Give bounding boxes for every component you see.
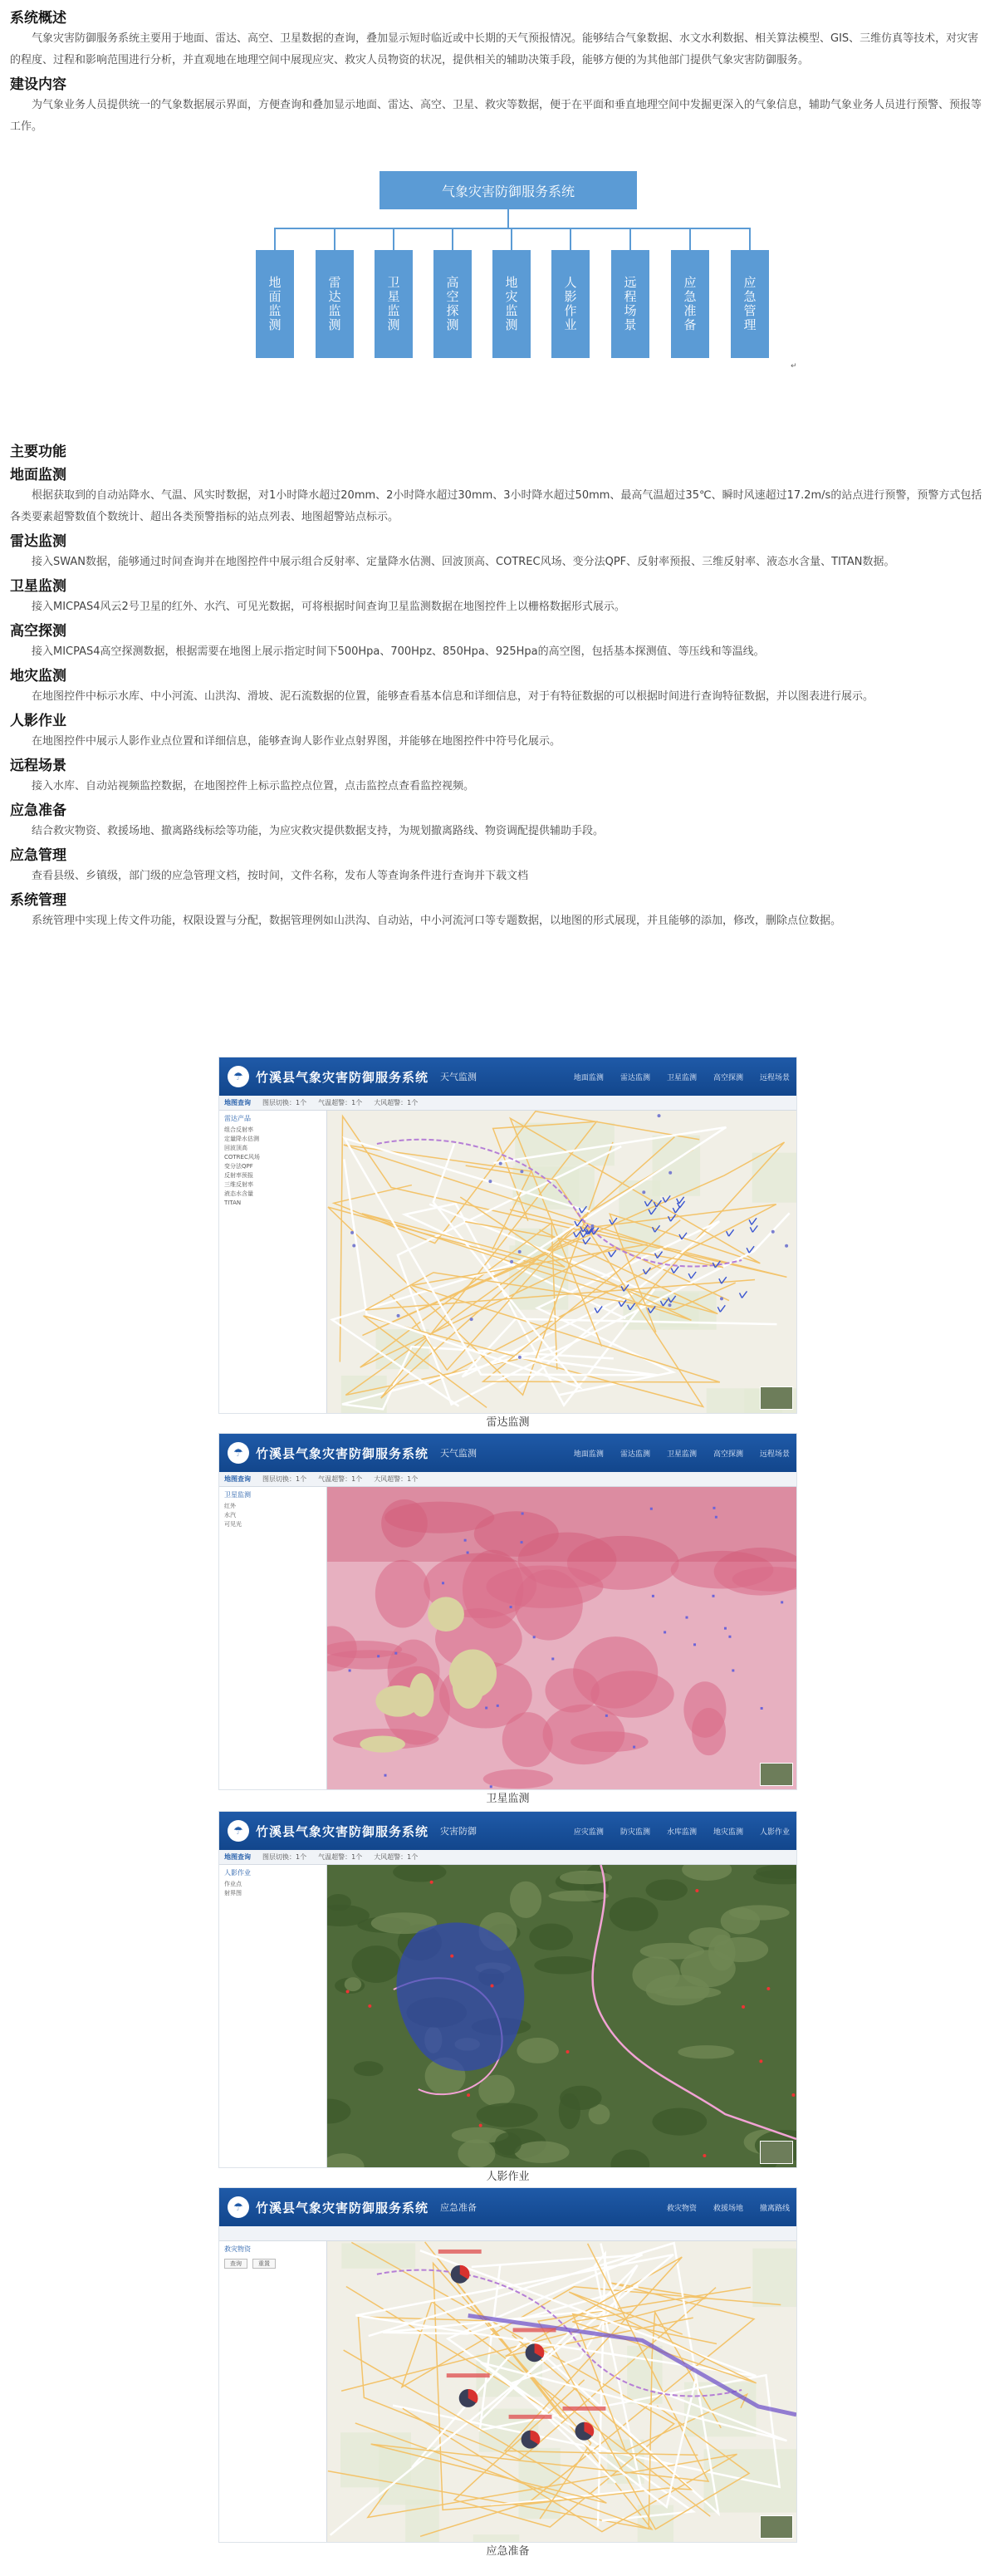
terrain-patch	[515, 2141, 570, 2162]
panel-option[interactable]: 定量降水估测	[224, 1136, 259, 1142]
section-title-construction: 建设内容	[10, 76, 66, 93]
diagram-node: 人影作业	[551, 250, 590, 358]
operation-point	[695, 1889, 698, 1892]
toolbar-item[interactable]: 大风超警：1个	[374, 1475, 419, 1483]
panel-option[interactable]: 可见光	[224, 1521, 242, 1528]
toolbar-item[interactable]: 气温超警：1个	[318, 1853, 363, 1861]
toolbar	[219, 1472, 796, 1487]
screenshot-figure	[218, 1057, 797, 1432]
diagram-node: 雷达监测	[316, 250, 354, 358]
function-title: 系统管理	[10, 892, 66, 909]
screenshot-frame	[218, 2187, 797, 2543]
toolbar	[219, 1096, 796, 1111]
map-view[interactable]	[327, 1865, 796, 2167]
cloud-band	[483, 1769, 553, 1788]
side-panel	[219, 2241, 327, 2542]
station-marker	[642, 1190, 645, 1194]
nav-item[interactable]: 高空探测	[713, 1073, 743, 1082]
diagram-connector	[570, 228, 571, 250]
toolbar-item[interactable]: 大风超警：1个	[374, 1099, 419, 1106]
app-header	[219, 1812, 796, 1850]
toolbar-item[interactable]: 地图查询	[224, 1475, 251, 1483]
cloud-core	[453, 1661, 484, 1709]
panel-title: 雷达产品	[224, 1115, 251, 1122]
panel-option[interactable]: 回波顶高	[224, 1145, 247, 1151]
map-view[interactable]	[327, 2241, 796, 2542]
screenshot-frame	[218, 1433, 797, 1790]
side-panel	[219, 1487, 327, 1789]
function-text: 根据获取到的自动站降水、气温、风实时数据，对1小时降水超过20mm、2小时降水超过30mm、3小时降水超过50mm、最高气温超过35℃、瞬时风速超过17.2m/s的站点进行预警，预警方式包括各类要素超警数值个数统计、超出各类预警指标的站点列表、地图超警站点标示。	[10, 489, 982, 523]
system-name: 竹溪县气象灾害防御服务系统	[256, 1069, 429, 1085]
nav-item[interactable]: 救灾物资	[666, 2204, 697, 2213]
basemap-switch-thumbnail[interactable]	[760, 1386, 793, 1410]
station-marker	[713, 1595, 715, 1597]
diagram-connector	[689, 228, 691, 250]
station-marker	[349, 1670, 351, 1672]
function-text: 接入SWAN数据，能够通过时间查询并在地图控件中展示组合反射率、定量降水估测、回波顶高、COTREC风场、变分法QPF、反射率预报、三维反射率、液态水含量、TITAN数据。	[32, 556, 895, 568]
station-marker	[352, 1244, 355, 1247]
panel-title: 救灾物资	[224, 2245, 251, 2253]
diagram-node: 卫星监测	[375, 250, 413, 358]
panel-option[interactable]: 三维反射率	[224, 1181, 253, 1188]
toolbar	[219, 1850, 796, 1865]
operation-point	[450, 1955, 453, 1958]
station-marker	[518, 1356, 522, 1359]
screenshot-figure	[218, 1433, 797, 1808]
module-name: 灾害防御	[440, 1826, 477, 1837]
station-marker	[732, 1669, 734, 1671]
function-text: 接入MICPAS4高空探测数据，根据需要在地图上展示指定时间下500Hpa、700Hpz、850Hpa、925Hpa的高空图，包括基本探测值、等压线和等温线。	[32, 645, 765, 658]
app-header	[219, 1434, 796, 1472]
station-marker	[442, 1582, 444, 1584]
station-marker	[771, 1230, 775, 1234]
system-structure-diagram	[0, 138, 999, 412]
operation-point	[467, 2093, 470, 2097]
station-marker	[470, 1317, 473, 1321]
diagram-connector	[452, 228, 453, 250]
screenshot-frame	[218, 1057, 797, 1414]
station-marker	[668, 1171, 672, 1175]
station-marker	[533, 1636, 536, 1638]
panel-option[interactable]: 射界图	[224, 1890, 242, 1896]
pie-chart-label-bar	[509, 2415, 552, 2419]
station-marker	[633, 1746, 635, 1749]
station-marker	[520, 1170, 523, 1173]
station-marker	[467, 1552, 469, 1554]
top-nav	[557, 1812, 790, 1850]
toolbar-item[interactable]: 地图查询	[224, 1099, 251, 1106]
terrain-patch	[354, 2061, 384, 2076]
basemap-switch-thumbnail[interactable]	[760, 2515, 793, 2539]
panel-title: 卫星监测	[224, 1491, 251, 1499]
cloud-band	[375, 1560, 430, 1628]
panel-option[interactable]: COTREC风场	[224, 1154, 260, 1160]
system-name: 竹溪县气象灾害防御服务系统	[256, 2200, 429, 2215]
station-marker	[728, 1636, 731, 1638]
station-marker	[668, 1303, 671, 1307]
nav-item[interactable]: 雷达监测	[619, 1450, 650, 1459]
toolbar-item[interactable]: 地图查询	[224, 1853, 251, 1861]
diagram-node: 应急管理	[731, 250, 769, 358]
nav-item[interactable]: 远程场景	[759, 1073, 790, 1082]
top-nav	[557, 1434, 790, 1472]
station-marker	[761, 1707, 763, 1710]
operation-point	[368, 2004, 371, 2008]
toolbar	[219, 2226, 796, 2241]
screenshot-figure	[218, 1811, 797, 2186]
basemap-switch-thumbnail[interactable]	[760, 2141, 793, 2164]
diagram-node: 应急准备	[671, 250, 709, 358]
operation-point	[346, 1990, 350, 1993]
screenshot-caption: 人影作业	[486, 2171, 530, 2183]
map-canvas[interactable]	[327, 1865, 796, 2167]
diagram-node: 地灾监测	[492, 250, 531, 358]
terrain-patch	[646, 1879, 688, 1901]
operation-point	[479, 2124, 482, 2127]
nav-item[interactable]: 地面监测	[573, 1450, 604, 1459]
operation-point	[566, 2050, 569, 2053]
diagram-connector	[393, 228, 394, 250]
station-marker	[510, 1606, 512, 1608]
station-marker	[720, 1297, 723, 1300]
station-marker	[497, 1705, 499, 1707]
station-marker	[464, 1539, 467, 1542]
panel-button[interactable]: 重置	[252, 2259, 276, 2269]
cloud-band	[543, 1705, 625, 1764]
app-header	[219, 1057, 796, 1096]
station-marker	[713, 1507, 715, 1509]
operation-point	[703, 2154, 706, 2157]
station-marker	[590, 1224, 594, 1228]
function-title: 应急管理	[10, 847, 66, 864]
functions-list	[10, 465, 989, 932]
terrain-patch	[495, 2132, 522, 2155]
side-panel	[219, 1865, 327, 2167]
station-marker	[685, 1617, 688, 1619]
top-nav	[557, 1057, 790, 1096]
nav-item[interactable]: 应灾监测	[573, 1828, 604, 1837]
diagram-connector	[334, 228, 335, 250]
operation-point	[742, 2005, 745, 2009]
station-marker	[650, 1508, 653, 1510]
nav-item[interactable]: 防灾监测	[619, 1828, 650, 1837]
diagram-connector	[511, 228, 512, 250]
section-text-overview: 气象灾害防御服务系统主要用于地面、雷达、高空、卫星数据的查询，叠加显示短时临近或中长期的天气预报情况。能够结合气象数据、水文水利数据、相关算法模型、GIS、三维仿真等技术，对灾害的程度、过程和影响范围进行分析，并直观地在地理空间中展现应灾、救灾人员物资的状况，提供相关的辅助决策手段，能够方便的为其他部门提供气象灾害防御服务。	[10, 32, 979, 66]
terrain-patch	[548, 1891, 609, 1901]
map-canvas[interactable]	[327, 1111, 796, 1413]
panel-option[interactable]: 水汽	[224, 1512, 236, 1519]
cloud-band	[327, 1487, 796, 1562]
system-name: 竹溪县气象灾害防御服务系统	[256, 1445, 429, 1461]
map-view[interactable]	[327, 1487, 796, 1789]
cloud-core	[428, 1597, 464, 1631]
function-title: 地灾监测	[10, 668, 66, 684]
function-title: 人影作业	[10, 713, 66, 729]
operation-point	[791, 2093, 795, 2097]
map-green-area	[638, 2505, 673, 2542]
diagram-connector	[749, 228, 751, 250]
station-marker	[551, 1657, 554, 1660]
basemap-switch-thumbnail[interactable]	[760, 1763, 793, 1786]
pie-chart-label-bar	[447, 2373, 490, 2377]
nav-item[interactable]: 高空探测	[713, 1450, 743, 1459]
screenshot-caption: 雷达监测	[486, 1416, 530, 1429]
map-view[interactable]	[327, 1111, 796, 1413]
station-marker	[397, 1314, 400, 1317]
function-text: 查看县级、乡镇级，部门级的应急管理文档，按时间，文件名称，发布人等查询条件进行查询并下载文档	[32, 870, 529, 882]
toolbar-item[interactable]: 图层切换：1个	[262, 1475, 307, 1483]
diagram-node: 地面监测	[256, 250, 294, 358]
panel-option[interactable]: 红外	[224, 1503, 236, 1509]
screenshot-frame	[218, 1811, 797, 2168]
station-marker	[605, 1715, 608, 1717]
map-green-area	[653, 1136, 701, 1196]
station-marker	[522, 1513, 524, 1515]
station-marker	[693, 1643, 696, 1646]
map-canvas[interactable]	[327, 2241, 796, 2542]
system-name: 竹溪县气象灾害防御服务系统	[256, 1823, 429, 1839]
top-nav	[650, 2188, 790, 2226]
module-name: 应急准备	[440, 2202, 477, 2213]
toolbar-item[interactable]: 大风超警：1个	[374, 1853, 419, 1861]
nav-item[interactable]: 远程场景	[759, 1450, 790, 1459]
station-marker	[394, 1652, 397, 1655]
terrain-patch	[352, 1945, 401, 1983]
terrain-patch	[345, 1977, 362, 1991]
function-text: 接入MICPAS4风云2号卫星的红外、水汽、可见光数据，可将根据时间查询卫星监测数据在地图控件上以栅格数据形式展示。	[32, 601, 625, 613]
station-marker	[499, 1162, 502, 1165]
map-canvas[interactable]	[327, 1487, 796, 1789]
station-marker	[350, 1231, 354, 1234]
station-marker	[664, 1631, 666, 1633]
module-name: 天气监测	[440, 1448, 477, 1459]
function-title: 应急准备	[10, 802, 66, 819]
function-text: 结合救灾物资、救援场地、撤离路线标绘等功能，为应灾救灾提供数据支持，为规划撤离路线、物资调配提供辅助手段。	[32, 825, 605, 837]
diagram-connector	[629, 228, 631, 250]
function-title: 雷达监测	[10, 533, 66, 550]
nav-item[interactable]: 水库监测	[666, 1828, 697, 1837]
terrain-patch	[510, 1882, 541, 1918]
terrain-patch	[559, 2093, 580, 2130]
nav-item[interactable]: 卫星监测	[666, 1073, 697, 1082]
terrain-patch	[680, 1950, 736, 1987]
nav-item[interactable]: 雷达监测	[619, 1073, 650, 1082]
panel-option[interactable]: 反射率预报	[224, 1172, 253, 1179]
terrain-patch	[632, 1956, 679, 1993]
operation-point	[430, 1881, 433, 1884]
operation-point	[491, 1984, 494, 1987]
screenshot-caption: 卫星监测	[486, 1793, 530, 1805]
section-text-construction: 为气象业务人员提供统一的气象数据展示界面，方便查询和叠加显示地面、雷达、高空、卫星、救灾等数据，便于在平面和垂直地理空间中发掘更深入的气象信息，辅助气象业务人员进行预警、预报等工作。	[10, 99, 982, 133]
panel-title: 人影作业	[224, 1869, 251, 1877]
station-marker	[781, 1601, 783, 1603]
function-title: 地面监测	[10, 467, 66, 483]
function-text: 在地图控件中展示人影作业点位置和详细信息，能够查询人影作业点射界图，并能够在地图控件中符号化展示。	[32, 735, 561, 748]
panel-option[interactable]: 作业点	[224, 1881, 242, 1887]
station-marker	[724, 1627, 727, 1630]
module-name: 天气监测	[440, 1072, 477, 1082]
station-marker	[518, 1250, 522, 1254]
diagram-corner-mark: ↵	[791, 362, 797, 370]
toolbar-item[interactable]: 图层切换：1个	[262, 1099, 307, 1106]
panel-buttons	[224, 2259, 321, 2269]
nav-item[interactable]: 救援场地	[713, 2204, 743, 2213]
diagram-node: 远程场景	[611, 250, 649, 358]
terrain-patch	[534, 1956, 596, 1975]
section-title-overview: 系统概述	[10, 10, 66, 27]
station-marker	[490, 1785, 492, 1788]
toolbar-item[interactable]: 图层切换：1个	[262, 1853, 307, 1861]
diagram-root-node: 气象灾害防御服务系统	[380, 171, 637, 209]
map-green-area	[684, 2382, 756, 2437]
terrain-patch	[477, 2103, 538, 2127]
screenshot-figure	[218, 2187, 797, 2561]
station-marker	[785, 1244, 788, 1248]
station-marker	[652, 1595, 654, 1597]
nav-item[interactable]: 地面监测	[573, 1073, 604, 1082]
logo-icon: ☂	[228, 2196, 249, 2218]
terrain-patch	[652, 2108, 707, 2136]
terrain-patch	[678, 2045, 734, 2058]
station-marker	[488, 1180, 492, 1183]
function-text: 系统管理中实现上传文件功能，权限设置与分配，数据管理例如山洪沟、自动站，中小河流河口等专题数据，以地图的形式展现，并且能够的添加，修改，删除点位数据。	[32, 915, 842, 927]
terrain-patch	[517, 2038, 559, 2063]
logo-icon: ☂	[228, 1820, 249, 1842]
map-green-area	[341, 2243, 415, 2268]
functions-title: 主要功能	[10, 444, 66, 460]
panel-button[interactable]: 查询	[224, 2259, 247, 2269]
terrain-patch	[610, 1897, 659, 1931]
map-green-area	[752, 1153, 796, 1203]
station-marker	[658, 1114, 661, 1117]
map-green-area	[473, 2534, 519, 2542]
function-title: 远程场景	[10, 758, 66, 774]
diagram-connector	[275, 228, 750, 229]
operation-point	[759, 2059, 762, 2063]
station-marker	[485, 1707, 487, 1710]
logo-icon: ☂	[228, 1066, 249, 1087]
nav-item[interactable]: 撤离路线	[759, 2204, 790, 2213]
terrain-patch	[458, 2139, 495, 2167]
nav-item[interactable]: 卫星监测	[666, 1450, 697, 1459]
panel-option[interactable]: 变分法QPF	[224, 1163, 253, 1170]
terrain-patch	[529, 1924, 573, 1950]
station-marker	[510, 1260, 513, 1263]
pie-chart-label-bar	[438, 2250, 482, 2254]
diagram-node: 高空探测	[433, 250, 472, 358]
cloud-band	[683, 1681, 726, 1738]
operation-point	[766, 1987, 770, 1990]
cloud-core	[360, 1736, 405, 1753]
station-marker	[377, 1655, 380, 1657]
pie-chart-label-bar	[562, 2407, 605, 2411]
cloud-core	[375, 1685, 420, 1717]
cloud-band	[573, 1636, 658, 1708]
panel-option[interactable]: TITAN	[224, 1200, 242, 1206]
function-title: 卫星监测	[10, 578, 66, 595]
function-text: 在地图控件中标示水库、中小河流、山洪沟、滑坡、泥石流数据的位置，能够查看基本信息和详细信息，对于有特征数据的可以根据时间进行查询特征数据，并以图表进行展示。	[32, 690, 874, 703]
document	[0, 0, 999, 932]
diagram-connector	[507, 209, 509, 228]
logo-icon: ☂	[228, 1442, 249, 1464]
toolbar-item[interactable]: 气温超警：1个	[318, 1475, 363, 1483]
screenshot-caption: 应急准备	[486, 2545, 530, 2558]
station-marker	[384, 1774, 387, 1777]
function-text: 接入水库、自动站视频监控数据，在地图控件上标示监控点位置，点击监控点查看监控视频。	[32, 780, 475, 792]
station-marker	[715, 1516, 717, 1519]
terrain-patch	[729, 1905, 790, 1920]
toolbar-item[interactable]: 气温超警：1个	[318, 1099, 363, 1106]
app-header	[219, 2188, 796, 2226]
map-green-area	[752, 2249, 796, 2307]
side-panel	[219, 1111, 327, 1413]
nav-item[interactable]: 人影作业	[759, 1828, 790, 1837]
panel-option[interactable]: 液态水含量	[224, 1190, 253, 1197]
function-title: 高空探测	[10, 623, 66, 640]
nav-item[interactable]: 地灾监测	[713, 1828, 743, 1837]
station-marker	[521, 1541, 523, 1543]
panel-option[interactable]: 组合反射率	[224, 1126, 253, 1133]
pie-chart-label-bar	[513, 2328, 556, 2332]
diagram-connector	[274, 228, 276, 250]
